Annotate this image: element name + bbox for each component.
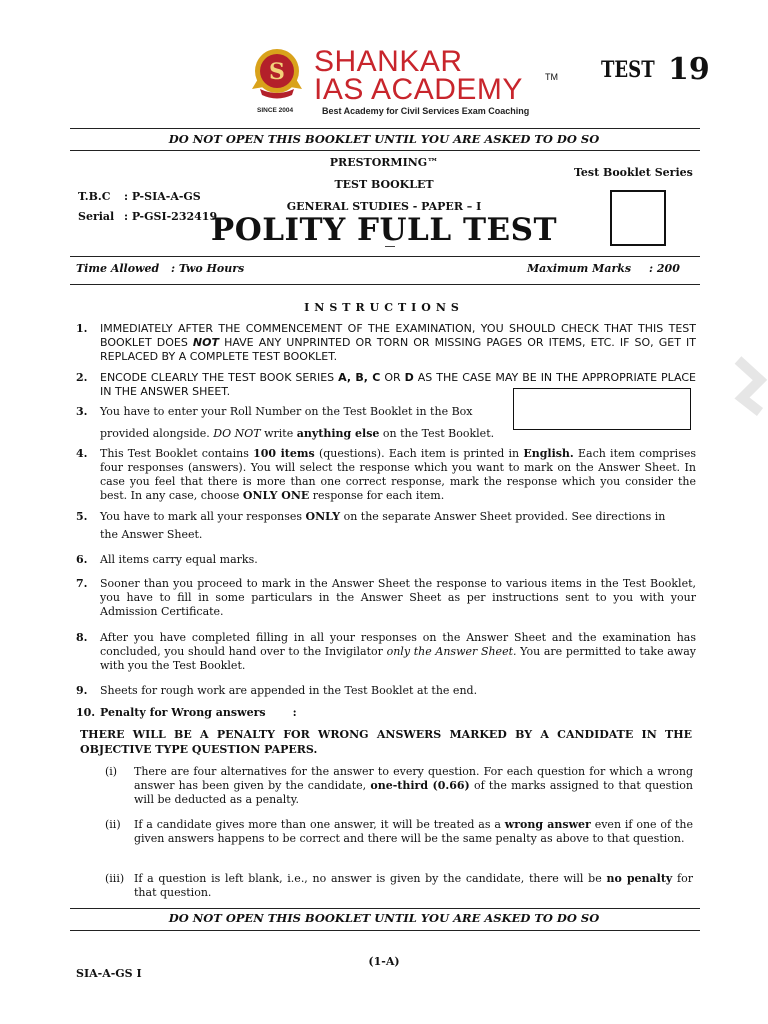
item-text: You have to enter your Roll Number on the Test Booklet in the Box provided alongside. DO NOT write anything else on the Test Booklet. (100, 405, 495, 440)
page-number: (1-A) (368, 955, 400, 968)
tbc-value: : P-SIA-A-GS (124, 190, 201, 203)
seal-letter: S (269, 59, 285, 85)
item-number: 6. (76, 553, 88, 566)
pen-mark (385, 246, 395, 251)
banner-top: DO NOT OPEN THIS BOOKLET UNTIL YOU ARE ASKED TO DO SO (168, 132, 600, 146)
divider (70, 908, 700, 909)
trademark-mark: TM (545, 72, 558, 82)
item-text: Sooner than you proceed to mark in the Answer Sheet the response to various items in the Test Booklet, you have to fill in some particulars in the Answer Sheet as per instructions sent to you with your Admission Certificate. (100, 577, 696, 618)
item-number: 4. (76, 447, 88, 460)
sub-item-text: If a candidate gives more than one answer, it will be treated as a wrong answer even if one of the given answers happens to be correct and there will be the same penalty as above to that question. (134, 818, 693, 845)
academy-seal-logo (250, 45, 304, 109)
test-number: 19 (668, 52, 710, 87)
brand-tagline: Best Academy for Civil Services Exam Coaching (322, 106, 530, 116)
paper-label: GENERAL STUDIES - PAPER – I (286, 200, 482, 213)
roll-number-box (513, 388, 691, 430)
serial-value: : P-GSI-232419 (124, 210, 218, 223)
booklet-series-label: Test Booklet Series (574, 166, 693, 179)
item-number: 7. (76, 577, 88, 590)
time-allowed-label: Time Allowed (76, 262, 160, 275)
sub-item-number: (i) (105, 765, 118, 778)
brand-name-line1: SHANKAR (314, 45, 463, 78)
test-booklet-label: TEST BOOKLET (334, 178, 434, 191)
serial-label: Serial (78, 210, 115, 223)
item-text: Sheets for rough work are appended in the Test Booklet at the end. (100, 684, 478, 697)
sub-item-number: (ii) (105, 818, 121, 831)
banner-bottom: DO NOT OPEN THIS BOOKLET UNTIL YOU ARE ASKED TO DO SO (168, 911, 600, 925)
item-text: You have to mark all your responses ONLY on the separate Answer Sheet provided. See directions in the Answer Sheet. (100, 510, 666, 541)
divider (70, 256, 700, 257)
sub-item-number: (iii) (105, 872, 125, 885)
item-number: 3. (76, 405, 88, 418)
test-label: TEST (601, 57, 655, 83)
item-number: 9. (76, 684, 88, 697)
footer-code: SIA-A-GS I (76, 967, 142, 980)
penalty-notice: THERE WILL BE A PENALTY FOR WRONG ANSWERS MARKED BY A CANDIDATE IN THE OBJECTIVE TYPE QUESTION PAPERS. (80, 728, 692, 756)
watermark-icon (730, 350, 768, 420)
sub-item-text: There are four alternatives for the answer to every question. For each question for which a wrong answer has been given by the candidate, one-third (0.66) of the marks assigned to that question will be deducted as a penalty. (134, 765, 693, 806)
item-number: 5. (76, 510, 88, 523)
time-allowed-value: : Two Hours (171, 262, 245, 275)
divider (70, 284, 700, 285)
item-text: After you have completed filling in all your responses on the Answer Sheet and the examination has concluded, you should hand over to the Invigilator only the Answer Sheet. You are permitted to take away with you the Test Booklet. (100, 631, 696, 672)
divider (70, 150, 700, 151)
prestorming-label: PRESTORMING™ (329, 156, 439, 169)
item-text: ENCODE CLEARLY THE TEST BOOK SERIES A, B, C OR D AS THE CASE MAY BE IN THE APPROPRIATE PLACE IN THE ANSWER SHEET. (100, 371, 697, 398)
page-title: POLITY FULL TEST (210, 212, 558, 248)
max-marks-label: Maximum Marks (527, 262, 632, 275)
item-number: 10. (76, 706, 96, 719)
sub-item-text: If a question is left blank, i.e., no answer is given by the candidate, there will be no penalty for that question. (134, 872, 693, 899)
item-text: This Test Booklet contains 100 items (questions). Each item is printed in English. Each item comprises four responses (answers). You will select the response which you want to mark on the Answer Sheet. In case you feel that there is more than one correct response, mark the response which you consider the best. In any case, choose ONLY ONE response for each item. (100, 447, 696, 502)
instructions-heading: INSTRUCTIONS (304, 301, 464, 314)
max-marks-value: : 200 (649, 262, 680, 275)
item-number: 1. (76, 322, 88, 335)
divider (70, 128, 700, 129)
tbc-label: T.B.C (78, 190, 111, 203)
item-number: 8. (76, 631, 88, 644)
since-year: SINCE 2004 (257, 107, 294, 114)
item-text: Penalty for Wrong answers : (100, 706, 297, 719)
brand-name-line2: IAS ACADEMY (314, 73, 523, 106)
item-number: 2. (76, 371, 88, 384)
item-text: All items carry equal marks. (100, 553, 258, 566)
divider (70, 930, 700, 931)
item-text: IMMEDIATELY AFTER THE COMMENCEMENT OF THE EXAMINATION, YOU SHOULD CHECK THAT THIS TEST BOOKLET DOES NOT HAVE ANY UNPRINTED OR TORN OR MISSING PAGES OR ITEMS, ETC. IF SO, GET IT REPLACED BY A COMPLETE TEST BOOKLET. (100, 322, 696, 363)
